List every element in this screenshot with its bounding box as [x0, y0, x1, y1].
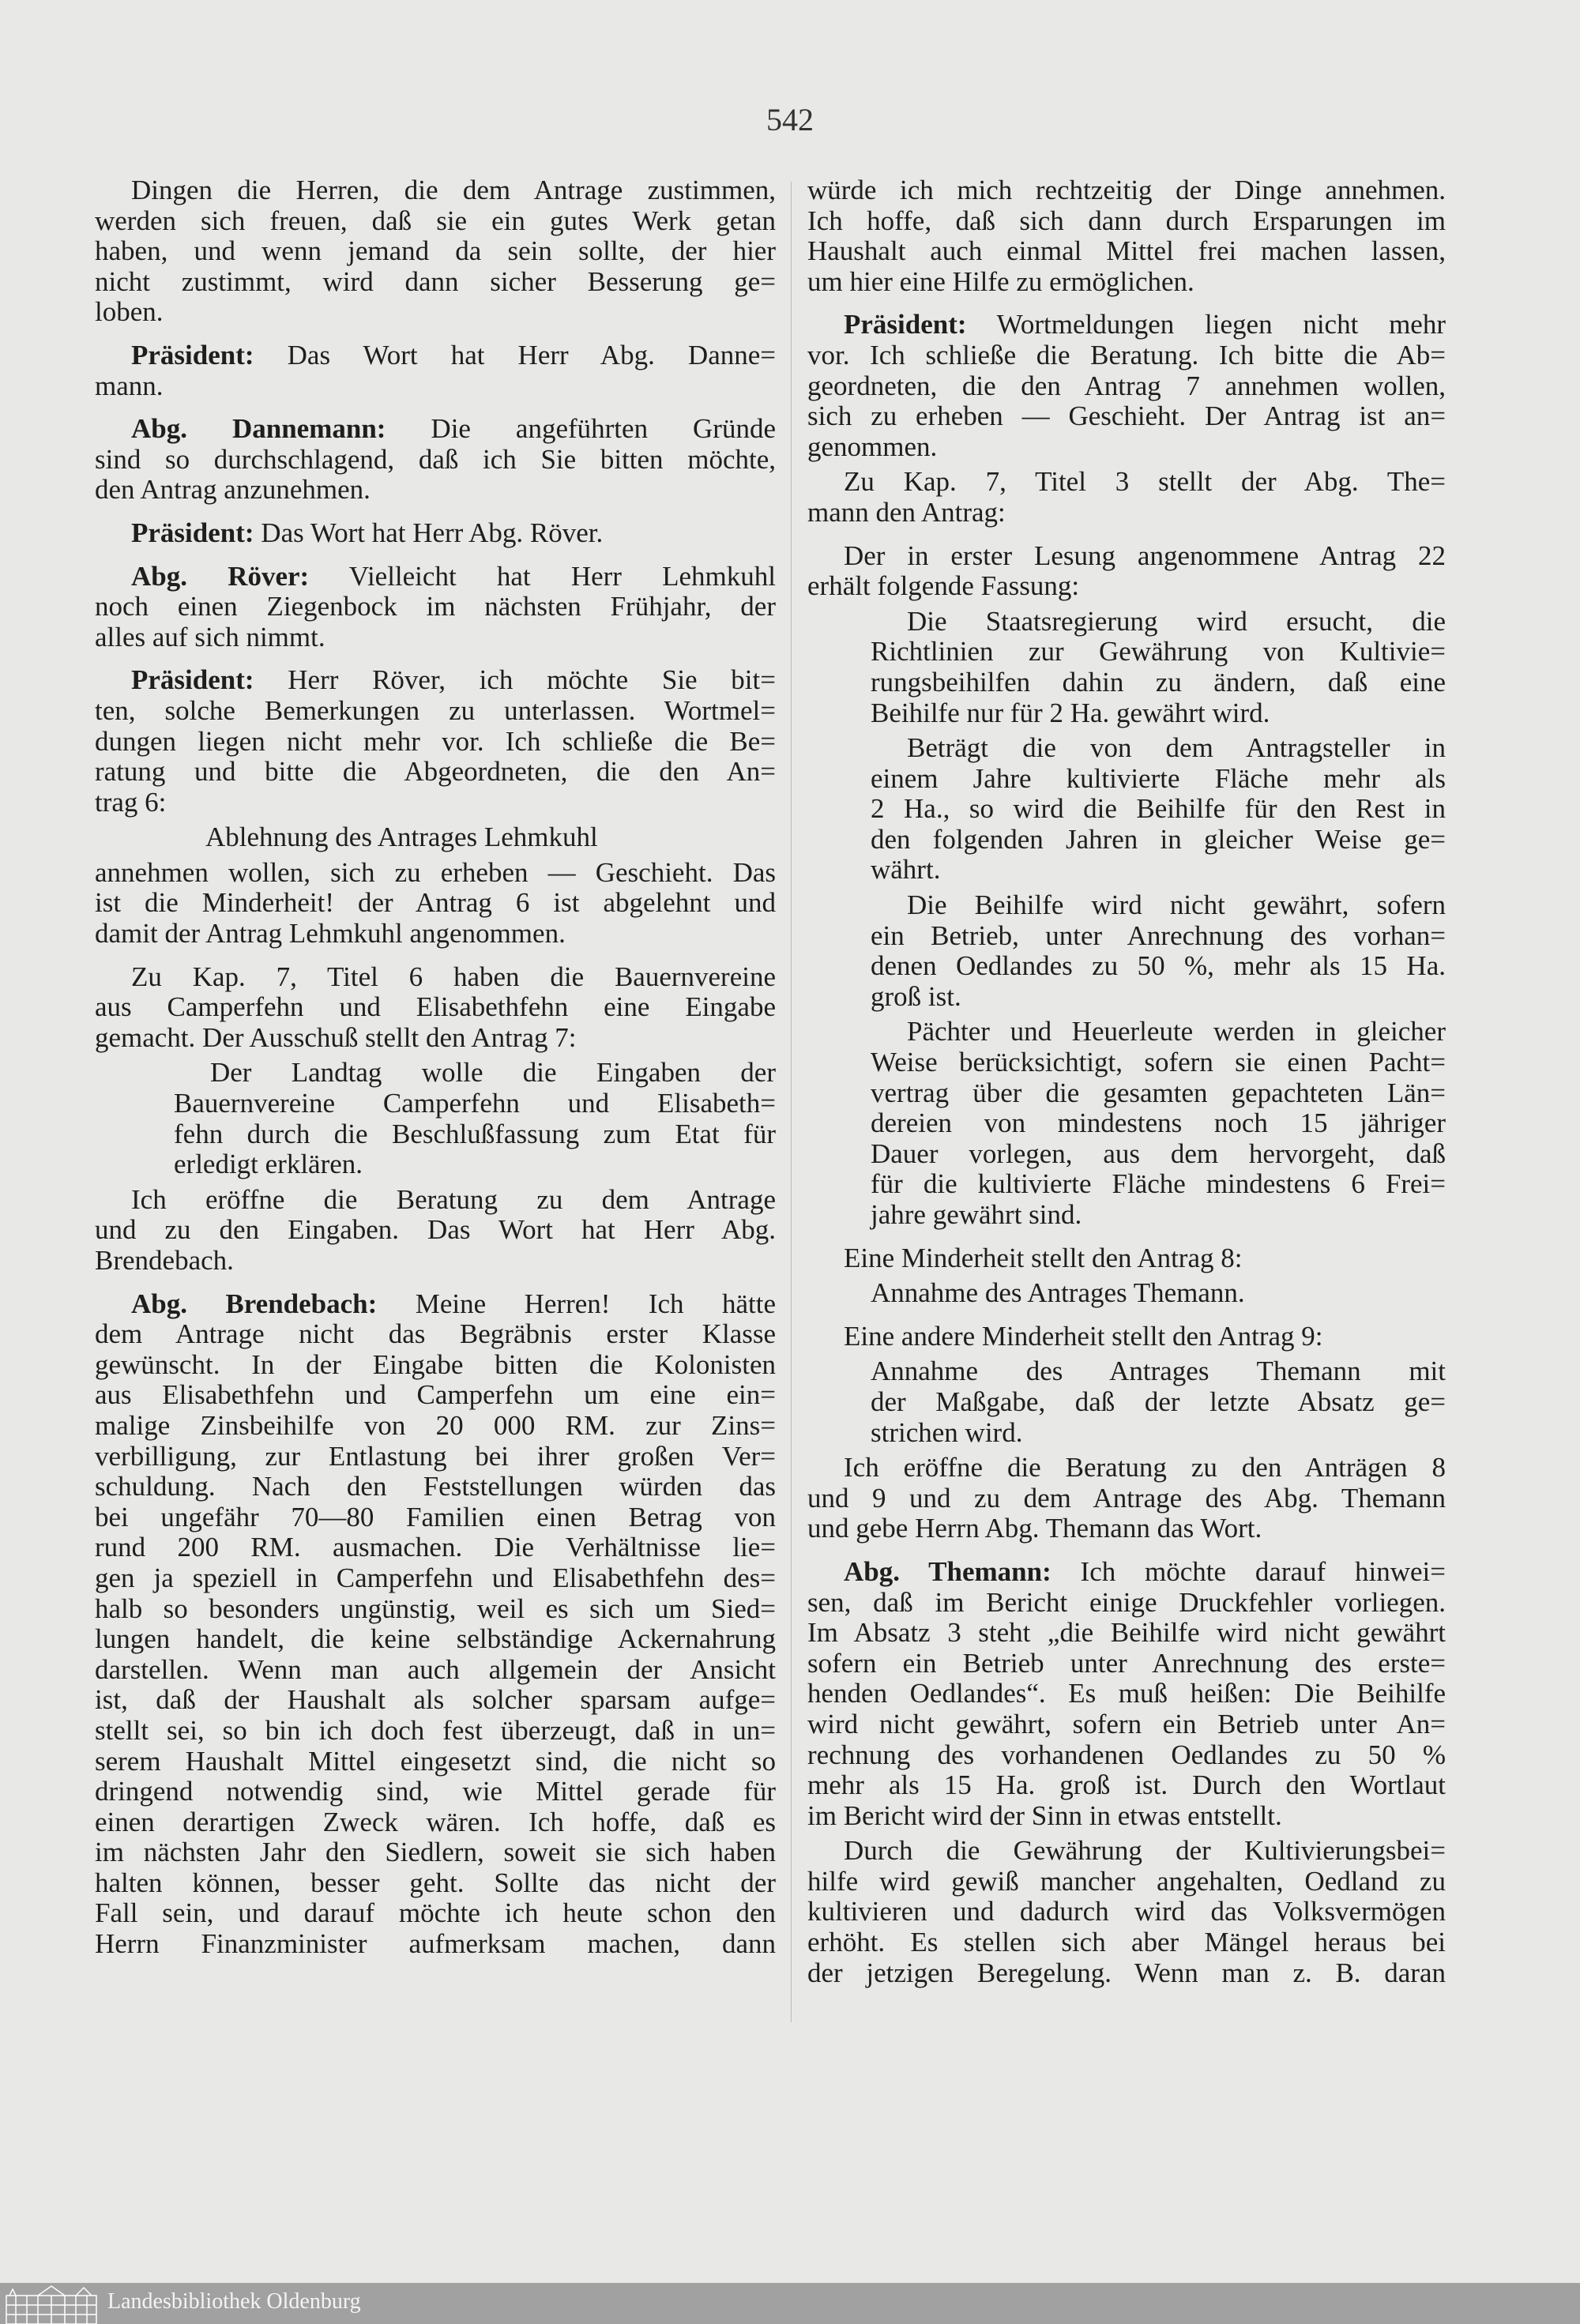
motion-text: [871, 1356, 1446, 1448]
line-text: ten, solche Bemerkungen zu unterlassen. Wortmel=: [95, 694, 776, 726]
line-text: Eine Minderheit stellt den Antrag 8:: [844, 1242, 1243, 1273]
library-building-logo-icon: [5, 2285, 98, 2324]
text-line: [95, 1246, 776, 1277]
text-line: [95, 414, 776, 445]
line-text: Ablehnung des Antrages Lehmkuhl: [205, 822, 598, 853]
paragraph: [95, 1185, 776, 1277]
text-line: [807, 206, 1446, 237]
text-line: [807, 1958, 1446, 1989]
motion-text: [871, 890, 1446, 1012]
line-text: bei ungefähr 70—80 Familien einen Betrag von: [95, 1501, 776, 1532]
text-line: [871, 1017, 1446, 1047]
line-text: Beihilfe nur für 2 Ha. gewährt wird.: [871, 697, 1270, 728]
text-line: [95, 888, 776, 919]
speaker-name: Präsident:: [844, 309, 967, 340]
text-column-left: [95, 175, 776, 1965]
text-line: [95, 992, 776, 1023]
text-column-right: [807, 175, 1446, 1993]
text-line: [807, 1618, 1446, 1649]
line-text: den Antrag anzunehmen.: [95, 474, 371, 506]
line-text: den folgenden Jahren in gleicher Weise ge=: [871, 823, 1446, 855]
line-text: Ich hoffe, daß sich dann durch Ersparungen im: [807, 205, 1446, 236]
text-line: [807, 1679, 1446, 1709]
text-line: [95, 1380, 776, 1411]
line-text: und 9 und zu dem Antrage des Abg. Themann: [807, 1482, 1446, 1514]
text-line: [95, 445, 776, 476]
line-text: Beträgt die von dem Antragsteller in: [907, 732, 1446, 764]
line-text: trag 6:: [95, 786, 167, 818]
text-line: [807, 1867, 1446, 1897]
line-text: Haushalt auch einmal Mittel frei machen lassen,: [807, 235, 1446, 267]
text-line: [871, 951, 1446, 982]
line-text: halten können, besser geht. Sollte das nicht der: [95, 1867, 776, 1898]
text-line: [871, 1278, 1446, 1309]
line-text: mann.: [95, 370, 164, 401]
line-text: Die Staatsregierung wird ersucht, die: [907, 605, 1446, 637]
line-text: Eine andere Minderheit stellt den Antrag 9:: [844, 1320, 1323, 1352]
line-text: rechnung des vorhandenen Oedlandes zu 50 %: [807, 1739, 1446, 1770]
text-line: [807, 1897, 1446, 1927]
line-text: gen ja speziell in Camperfehn und Elisabethfehn des=: [95, 1562, 776, 1593]
line-text: erhöht. Es stellen sich aber Mängel heraus bei: [807, 1927, 1446, 1958]
line-text: darstellen. Wenn man auch allgemein der Ansicht: [95, 1653, 776, 1685]
text-line: [871, 1108, 1446, 1139]
text-line: [844, 1243, 1446, 1274]
line-text: Herrn Finanzminister aufmerksam machen, dann: [95, 1928, 776, 1960]
line-text: Zu Kap. 7, Titel 3 stellt der Abg. The=: [844, 466, 1446, 498]
motion-text: [871, 1017, 1446, 1230]
speech-paragraph: [95, 518, 776, 549]
text-line: [807, 1484, 1446, 1514]
motion-text: [174, 1058, 776, 1179]
text-line: [174, 1058, 776, 1089]
text-line: [95, 371, 776, 402]
text-line: [871, 794, 1446, 825]
line-text: Bauernvereine Camperfehn und Elisabeth=: [174, 1088, 776, 1119]
text-line: [95, 267, 776, 298]
text-line: [95, 727, 776, 758]
line-text: jahre gewährt sind.: [871, 1199, 1082, 1230]
line-text: halb so besonders ungünstig, weil es sich um Sied=: [95, 1593, 776, 1624]
line-text: einen derartigen Zweck wären. Ich hoffe, daß es: [95, 1806, 776, 1837]
motion-text: [205, 822, 776, 853]
speech-paragraph: [95, 414, 776, 506]
line-text: alles auf sich nimmt.: [95, 621, 325, 652]
paragraph: [807, 175, 1446, 297]
text-line: [95, 1563, 776, 1594]
page-number: 542: [766, 102, 814, 137]
line-text: genommen.: [807, 431, 938, 462]
text-line: [871, 1200, 1446, 1231]
line-text: sich zu erheben — Geschieht. Der Antrag ist an=: [807, 400, 1446, 432]
speech-paragraph: [807, 310, 1446, 462]
line-text: loben.: [95, 296, 164, 328]
line-text: erhält folgende Fassung:: [807, 570, 1080, 602]
line-text: Annahme des Antrages Themann.: [871, 1277, 1245, 1309]
text-line: [95, 1929, 776, 1960]
line-text: rungsbeihilfen dahin zu ändern, daß eine: [871, 666, 1446, 698]
line-text: serem Haushalt Mittel eingesetzt sind, die nicht so: [95, 1745, 776, 1777]
text-line: [871, 890, 1446, 921]
line-text: Wortmeldungen liegen nicht mehr: [966, 309, 1446, 340]
line-text: Ich möchte darauf hinwei=: [1051, 1555, 1446, 1587]
text-line: [95, 297, 776, 328]
text-line: [95, 236, 776, 267]
text-line: [807, 401, 1446, 432]
paragraph: [807, 467, 1446, 528]
line-text: Das Wort hat Herr Abg. Röver.: [254, 517, 604, 548]
line-text: verbilligung, zur Entlastung bei ihrer großen Ver=: [95, 1440, 776, 1472]
text-line: [95, 665, 776, 696]
line-text: annehmen wollen, sich zu erheben — Geschieht. Das: [95, 856, 776, 888]
speaker-name: Abg. Dannemann:: [131, 413, 386, 445]
line-text: um hier eine Hilfe zu ermöglichen.: [807, 265, 1194, 297]
text-line: [807, 1709, 1446, 1740]
text-line: [95, 1807, 776, 1838]
text-line: [807, 1557, 1446, 1588]
line-text: Pächter und Heuerleute werden in gleicher: [907, 1016, 1446, 1047]
line-text: Herr Röver, ich möchte Sie bit=: [254, 664, 776, 696]
text-line: [844, 1322, 1446, 1352]
text-line: [807, 1514, 1446, 1544]
text-line: [205, 822, 776, 853]
line-text: sen, daß im Bericht einige Druckfehler vorliegen.: [807, 1586, 1446, 1618]
line-text: wird nicht gewährt, sofern ein Betrieb unter An=: [807, 1708, 1446, 1739]
line-text: ein Betrieb, unter Anrechnung des vorhan=: [871, 919, 1446, 951]
line-text: schuldung. Nach den Feststellungen würden das: [95, 1471, 776, 1502]
line-text: geordneten, die den Antrag 7 annehmen wollen,: [807, 370, 1446, 401]
line-text: erledigt erklären.: [174, 1149, 363, 1180]
line-text: sofern ein Betrieb unter Anrechnung des erste=: [807, 1647, 1446, 1679]
text-line: [871, 667, 1446, 698]
paragraph: [95, 962, 776, 1054]
line-text: denen Oedlandes zu 50 %, mehr als 15 Ha.: [871, 950, 1446, 982]
line-text: im nächsten Jahr den Siedlern, soweit sie sich haben: [95, 1837, 776, 1868]
line-text: strichen wird.: [871, 1416, 1023, 1448]
text-line: [807, 340, 1446, 371]
text-line: [871, 982, 1446, 1013]
line-text: dem Antrage nicht das Begräbnis erster Klasse: [95, 1318, 776, 1350]
text-line: [95, 1624, 776, 1655]
line-text: für die kultivierte Fläche mindestens 6 Frei=: [871, 1168, 1446, 1200]
line-text: Dauer vorlegen, aus dem hervorgeht, daß: [871, 1138, 1446, 1169]
line-text: vertrag über die gesamten gepachteten Län=: [871, 1077, 1446, 1108]
line-text: henden Oedlandes“. Es muß heißen: Die Beihilfe: [807, 1678, 1446, 1709]
line-text: ratung und bitte die Abgeordneten, die den An=: [95, 756, 776, 788]
line-text: hilfe wird gewiß mancher angehalten, Oedland zu: [807, 1865, 1446, 1897]
text-line: [95, 475, 776, 506]
text-line: [807, 371, 1446, 402]
line-text: damit der Antrag Lehmkuhl angenommen.: [95, 918, 566, 950]
text-line: [871, 825, 1446, 856]
text-line: [95, 919, 776, 950]
text-line: [871, 1078, 1446, 1109]
text-line: [871, 855, 1446, 886]
text-line: [174, 1089, 776, 1119]
text-line: [174, 1149, 776, 1180]
motion-text: [871, 607, 1446, 728]
text-line: [807, 1927, 1446, 1958]
speech-paragraph: [95, 340, 776, 401]
text-line: [95, 562, 776, 592]
line-text: mann den Antrag:: [807, 496, 1006, 528]
speech-paragraph: [95, 665, 776, 818]
text-line: [95, 206, 776, 237]
text-line: [871, 1418, 1446, 1449]
text-line: [95, 696, 776, 727]
library-name: Landesbibliothek Oldenburg: [107, 2289, 361, 2314]
line-text: haben, und wenn jemand da sein sollte, der hier: [95, 235, 776, 267]
text-line: [95, 1411, 776, 1442]
text-line: [95, 1716, 776, 1747]
text-line: [807, 571, 1446, 602]
line-text: Fall sein, und darauf möchte ich heute schon den: [95, 1897, 776, 1929]
text-line: [871, 1047, 1446, 1078]
text-line: [871, 733, 1446, 764]
text-line: [807, 1740, 1446, 1771]
text-line: [95, 1898, 776, 1929]
paragraph: [807, 1453, 1446, 1544]
text-line: [871, 1387, 1446, 1418]
line-text: fehn durch die Beschlußfassung zum Etat für: [174, 1118, 776, 1149]
text-line: [871, 607, 1446, 637]
line-text: aus Elisabethfehn und Camperfehn um eine ein=: [95, 1379, 776, 1411]
line-text: Im Absatz 3 steht „die Beihilfe wird nicht gewährt: [807, 1617, 1446, 1649]
line-text: lungen handelt, die keine selbständige Ackernahrung: [95, 1623, 776, 1655]
text-line: [807, 175, 1446, 206]
text-line: [807, 310, 1446, 340]
library-footer-bar: [0, 2283, 1580, 2324]
line-text: Dingen die Herren, die dem Antrage zustimmen,: [131, 175, 776, 205]
speaker-name: Abg. Themann:: [844, 1555, 1051, 1587]
text-line: [95, 1532, 776, 1563]
text-line: [95, 1685, 776, 1716]
line-text: mehr als 15 Ha. groß ist. Durch den Wortlaut: [807, 1769, 1446, 1801]
text-line: [95, 1594, 776, 1625]
line-text: würde ich mich rechtzeitig der Dinge annehmen.: [807, 175, 1446, 205]
text-line: [95, 1289, 776, 1320]
paragraph: [95, 175, 776, 328]
line-text: ist die Minderheit! der Antrag 6 ist abgelehnt und: [95, 887, 776, 919]
motion-text: [871, 733, 1446, 886]
text-line: [871, 1356, 1446, 1387]
line-text: dereien von mindestens noch 15 jähriger: [871, 1107, 1446, 1139]
text-line: [95, 1215, 776, 1246]
speaker-name: Präsident:: [131, 664, 254, 696]
line-text: Zu Kap. 7, Titel 6 haben die Bauernvereine: [131, 961, 776, 992]
speech-paragraph: [95, 562, 776, 653]
line-text: Richtlinien zur Gewährung von Kultivie=: [871, 636, 1446, 667]
line-text: ist, daß der Haushalt als solcher sparsam aufge=: [95, 1684, 776, 1716]
line-text: malige Zinsbeihilfe von 20 000 RM. zur Zins=: [95, 1409, 776, 1441]
line-text: der Maßgabe, daß der letzte Absatz ge=: [871, 1386, 1446, 1417]
text-line: [807, 1801, 1446, 1832]
text-line: [95, 592, 776, 622]
line-text: werden sich freuen, daß sie ein gutes Werk getan: [95, 205, 776, 236]
line-text: Brendebach.: [95, 1245, 234, 1276]
text-line: [95, 1777, 776, 1807]
text-line: [807, 541, 1446, 572]
text-line: [95, 622, 776, 653]
paragraph: [807, 541, 1446, 602]
speaker-name: Präsident:: [131, 339, 254, 370]
text-line: [871, 698, 1446, 729]
text-line: [807, 498, 1446, 528]
text-line: [807, 1588, 1446, 1619]
paragraph: [807, 1836, 1446, 1988]
text-line: [95, 858, 776, 889]
line-text: stellt sei, so bin ich doch fest überzeugt, daß in un=: [95, 1714, 776, 1746]
line-text: kultivieren und dadurch wird das Volksvermögen: [807, 1896, 1446, 1927]
line-text: Vielleicht hat Herr Lehmkuhl: [309, 560, 776, 592]
text-line: [95, 757, 776, 788]
text-line: [95, 518, 776, 549]
line-text: nicht zustimmt, wird dann sicher Besserung ge=: [95, 265, 776, 297]
speaker-name: Abg. Brendebach:: [131, 1288, 378, 1319]
text-line: [95, 1868, 776, 1899]
text-line: [807, 1770, 1446, 1801]
line-text: und gebe Herrn Abg. Themann das Wort.: [807, 1513, 1262, 1544]
text-line: [95, 1442, 776, 1472]
line-text: dungen liegen nicht mehr vor. Ich schließe die Be=: [95, 725, 776, 757]
line-text: Die angeführten Gründe: [386, 413, 776, 445]
text-line: [807, 1649, 1446, 1679]
text-line: [95, 340, 776, 371]
text-line: [95, 1319, 776, 1350]
text-line: [807, 1453, 1446, 1484]
line-text: Meine Herren! Ich hätte: [377, 1288, 777, 1319]
line-text: gemacht. Der Ausschuß stellt den Antrag 7:: [95, 1021, 577, 1053]
text-line: [95, 788, 776, 818]
text-line: [807, 1836, 1446, 1867]
text-line: [95, 962, 776, 993]
line-text: noch einen Ziegenbock im nächsten Frühjahr, der: [95, 591, 776, 622]
text-line: [871, 637, 1446, 667]
column-divider: [791, 182, 792, 2022]
line-text: Annahme des Antrages Themann mit: [871, 1356, 1446, 1387]
speaker-name: Präsident:: [131, 517, 254, 548]
line-text: im Bericht wird der Sinn in etwas entstellt.: [807, 1799, 1282, 1831]
paragraph: [95, 858, 776, 950]
text-line: [174, 1119, 776, 1150]
text-line: [95, 175, 776, 206]
text-line: [871, 1139, 1446, 1170]
line-text: 2 Ha., so wird die Beihilfe für den Rest in: [871, 793, 1446, 825]
text-line: [871, 1169, 1446, 1200]
line-text: vor. Ich schließe die Beratung. Ich bitte die Ab=: [807, 339, 1446, 370]
line-text: Weise berücksichtigt, sofern sie einen Pacht=: [871, 1047, 1446, 1078]
paragraph: [844, 1243, 1446, 1274]
text-line: [807, 432, 1446, 463]
text-line: [95, 1185, 776, 1216]
text-line: [871, 764, 1446, 795]
line-text: der jetzigen Beregelung. Wenn man z. B. daran: [807, 1957, 1446, 1988]
line-text: Ich eröffne die Beratung zu den Anträgen 8: [844, 1452, 1446, 1484]
line-text: währt.: [871, 854, 941, 886]
line-text: groß ist.: [871, 980, 961, 1012]
line-text: aus Camperfehn und Elisabethfehn eine Eingabe: [95, 991, 776, 1023]
paragraph: [844, 1322, 1446, 1352]
text-line: [95, 1350, 776, 1381]
speech-paragraph: [95, 1289, 776, 1960]
line-text: Das Wort hat Herr Abg. Danne=: [254, 339, 776, 370]
text-line: [95, 1837, 776, 1868]
line-text: Der Landtag wolle die Eingaben der: [210, 1057, 776, 1089]
text-line: [95, 1655, 776, 1686]
line-text: rund 200 RM. ausmachen. Die Verhältnisse lie=: [95, 1532, 776, 1563]
text-line: [95, 1502, 776, 1533]
line-text: einem Jahre kultivierte Fläche mehr als: [871, 762, 1446, 794]
line-text: Der in erster Lesung angenommene Antrag 22: [844, 540, 1446, 571]
text-line: [807, 467, 1446, 498]
line-text: und zu den Eingaben. Das Wort hat Herr Abg.: [95, 1214, 776, 1246]
line-text: dringend notwendig sind, wie Mittel gerade für: [95, 1776, 776, 1807]
text-line: [871, 921, 1446, 952]
motion-text: [871, 1278, 1446, 1309]
line-text: Ich eröffne die Beratung zu dem Antrage: [131, 1183, 776, 1215]
text-line: [95, 1472, 776, 1502]
line-text: gewünscht. In der Eingabe bitten die Kolonisten: [95, 1348, 776, 1380]
text-line: [807, 236, 1446, 267]
text-line: [95, 1747, 776, 1777]
line-text: sind so durchschlagend, daß ich Sie bitten möchte,: [95, 443, 776, 475]
text-line: [95, 1023, 776, 1054]
speech-paragraph: [807, 1557, 1446, 1831]
line-text: Die Beihilfe wird nicht gewährt, sofern: [907, 889, 1446, 921]
line-text: Durch die Gewährung der Kultivierungsbei=: [844, 1835, 1446, 1867]
text-line: [807, 267, 1446, 298]
speaker-name: Abg. Röver:: [131, 560, 310, 592]
